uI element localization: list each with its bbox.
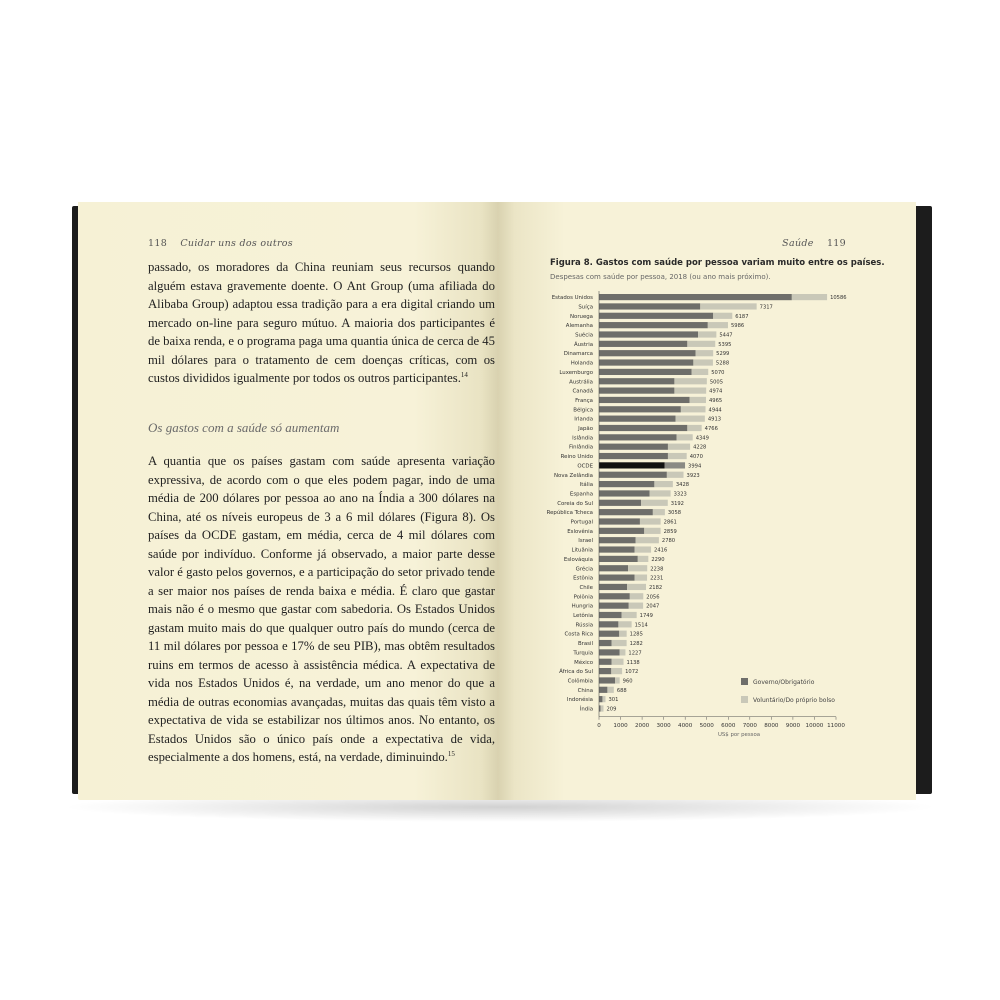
bar-voluntario xyxy=(611,668,622,674)
category-label: Espanha xyxy=(569,491,593,498)
bar-voluntario xyxy=(636,537,659,543)
category-label: Grécia xyxy=(575,566,593,573)
category-label: Coreia do Sul xyxy=(557,500,593,507)
total-value-label: 209 xyxy=(606,706,617,713)
bar-voluntario xyxy=(611,640,626,646)
bar-voluntario xyxy=(792,294,827,300)
category-label: Estônia xyxy=(573,575,593,582)
bar-governo xyxy=(599,388,674,394)
bar-governo xyxy=(599,434,677,440)
category-label: Índia xyxy=(579,706,593,713)
x-tick-label: 2000 xyxy=(634,722,650,729)
figure-title: Figura 8. Gastos com saúde por pessoa variam muito entre os países. xyxy=(550,258,885,268)
bar-voluntario xyxy=(619,631,626,637)
bar-governo xyxy=(599,444,668,450)
bar-voluntario xyxy=(687,341,715,347)
x-tick-label: 9000 xyxy=(785,722,801,729)
category-label: Bélgica xyxy=(573,407,593,414)
category-label: Dinamarca xyxy=(563,351,593,358)
bar-voluntario xyxy=(620,649,626,655)
legend-swatch-governo xyxy=(741,678,748,685)
category-label: Turquia xyxy=(573,650,593,657)
bar-governo xyxy=(599,472,667,478)
category-label: Estados Unidos xyxy=(551,295,593,302)
category-label: Nova Zelândia xyxy=(554,472,593,479)
bar-voluntario xyxy=(654,481,672,487)
bar-governo xyxy=(599,546,635,552)
bar-voluntario xyxy=(622,612,637,618)
bar-governo xyxy=(599,500,641,506)
right-running-title: Saúde xyxy=(782,238,814,249)
legend-label-voluntario: Voluntário/Do próprio bolso xyxy=(753,697,835,704)
category-label: Finlândia xyxy=(568,444,593,451)
total-value-label: 5005 xyxy=(709,379,724,386)
bar-voluntario xyxy=(615,677,620,683)
x-tick-label: 4000 xyxy=(678,722,693,729)
bar-voluntario xyxy=(700,303,756,309)
total-value-label: 10586 xyxy=(830,295,847,302)
category-label: OCDE xyxy=(577,463,593,470)
total-value-label: 4766 xyxy=(704,426,718,432)
total-value-label: 4965 xyxy=(708,397,723,404)
total-value-label: 2238 xyxy=(650,566,664,573)
category-label: Holanda xyxy=(570,360,593,367)
bar-governo xyxy=(599,490,650,496)
section-heading: Os gastos com a saúde só aumentam xyxy=(148,420,340,435)
bar-governo xyxy=(599,397,689,403)
total-value-label: 1514 xyxy=(634,622,648,629)
right-page-number: 119 xyxy=(826,238,846,249)
x-tick-label: 0 xyxy=(597,722,601,729)
category-label: Eslovênia xyxy=(567,528,593,535)
category-label: China xyxy=(577,687,593,694)
bar-governo xyxy=(599,659,611,665)
bar-governo xyxy=(599,537,636,543)
bar-voluntario xyxy=(693,359,713,365)
bar-governo xyxy=(599,303,700,309)
total-value-label: 301 xyxy=(608,697,619,704)
total-value-label: 1749 xyxy=(639,613,653,619)
bar-voluntario xyxy=(602,696,605,702)
x-tick-label: 5000 xyxy=(699,722,714,729)
total-value-label: 3192 xyxy=(670,500,684,507)
category-label: Israel xyxy=(578,538,593,545)
total-value-label: 1138 xyxy=(626,659,640,666)
category-label: Colômbia xyxy=(567,678,593,685)
paragraph-continued xyxy=(148,258,495,388)
total-value-label: 4228 xyxy=(693,444,707,451)
bar-voluntario xyxy=(641,500,668,506)
category-label: Reino Unido xyxy=(560,454,593,461)
total-value-label: 2780 xyxy=(661,538,676,545)
paragraph-2-text: A quantia que os países gastam com saúde apresenta variação expressiva, de acordo com o que eles podem pagar, indo de uma média de 200 dólares por pessoa ao ano na Índia a 300 dólares na China, até os níveis europeus de 3 a 6 mil dólares (Figura 8). Os países da OCDE gastam, em média, cerca de 4 mil dólares com saúde por indivíduo. Conforme já observado, a maior parte desse valor é gasto pelos governos, e a participação do setor privado tende a ser maior nos países de renda baixa e média. É claro que gastar mais não é o mesmo que gastar com sabedoria. Os Estados Unidos gastam muito mais do que qualquer outro país do mundo (cerca de 11 mil dólares por pessoa e 17% de seu PIB), mas obtêm resultados ruins em termos de acesso à assistência médica. A expectativa de vida nos Estados Unidos é, na verdade, um ano menor do que a média de outras economias avançadas, muitas das quais têm visto a expectativa de vida se estabilizar nos últimos anos. No entanto, os Estados Unidos são o único país onde a expectativa de vida, especialmente a dos homens, está, na verdade, diminuindo. xyxy=(148,454,495,764)
bar-governo xyxy=(599,621,618,627)
category-label: Áustria xyxy=(573,341,593,348)
bar-governo xyxy=(599,593,630,599)
bar-voluntario xyxy=(607,687,613,693)
category-label: Hungria xyxy=(571,603,593,610)
bar-governo xyxy=(599,341,687,347)
total-value-label: 5395 xyxy=(718,341,732,348)
category-label: França xyxy=(575,397,593,404)
bar-voluntario xyxy=(635,575,648,581)
total-value-label: 3923 xyxy=(686,472,700,479)
bar-voluntario xyxy=(696,350,714,356)
bar-voluntario xyxy=(630,593,643,599)
bar-governo xyxy=(599,603,629,609)
total-value-label: 5986 xyxy=(730,323,745,330)
bar-governo xyxy=(599,649,620,655)
category-label: Costa Rica xyxy=(564,631,593,638)
category-label: Austrália xyxy=(569,379,593,386)
total-value-label: 5299 xyxy=(716,351,730,358)
total-value-label: 2290 xyxy=(651,556,665,563)
total-value-label: 2861 xyxy=(663,519,677,526)
category-label: Suécia xyxy=(575,332,593,339)
category-label: Indonésia xyxy=(566,697,593,704)
bar-governo xyxy=(599,406,681,412)
bar-voluntario xyxy=(668,453,687,459)
bar-governo xyxy=(599,453,668,459)
legend-label-governo: Governo/Obrigatório xyxy=(753,679,815,686)
bar-governo xyxy=(599,294,792,300)
category-label: Alemanha xyxy=(565,323,593,330)
bar-voluntario xyxy=(611,659,623,665)
total-value-label: 5288 xyxy=(715,360,730,367)
bar-governo xyxy=(599,668,611,674)
category-label: Luxemburgo xyxy=(559,369,593,376)
bar-voluntario xyxy=(640,518,661,524)
bar-governo xyxy=(599,612,622,618)
bar-governo xyxy=(599,313,713,319)
total-value-label: 1072 xyxy=(625,669,639,676)
x-tick-label: 3000 xyxy=(656,722,671,729)
total-value-label: 3058 xyxy=(667,510,682,517)
left-running-title: Cuidar uns dos outros xyxy=(180,238,293,249)
category-label: México xyxy=(574,659,593,666)
total-value-label: 2231 xyxy=(650,575,664,582)
total-value-label: 2056 xyxy=(646,594,660,601)
bar-governo xyxy=(599,350,696,356)
bar-governo xyxy=(599,565,628,571)
bar-voluntario xyxy=(681,406,706,412)
bar-governo xyxy=(599,696,602,702)
bar-voluntario xyxy=(635,546,652,552)
right-page xyxy=(498,202,916,800)
bar-voluntario xyxy=(668,444,690,450)
health-spending-bar-chart xyxy=(498,202,916,800)
category-label: Polônia xyxy=(573,594,593,601)
category-label: Eslováquia xyxy=(563,556,593,563)
total-value-label: 4944 xyxy=(708,407,722,414)
bar-governo xyxy=(599,462,665,468)
bar-governo xyxy=(599,322,708,328)
category-label: Itália xyxy=(579,482,593,489)
legend-swatch-voluntario xyxy=(741,696,748,703)
category-label: Irlanda xyxy=(574,416,593,423)
paragraph-1-text: passado, os moradores da China reuniam seus recursos quando alguém estava gravemente doente. O Ant Group (uma afiliada do Alibaba Group) adaptou essa tradição para a era digital criando um mercado on-line para seguro mútuo. A maioria dos participantes é de baixa renda, e o programa paga uma quantia única de cerca de 45 mil dólares para o tratamento de cem doenças críticas, com os custos divididos igualmente por todos os outros participantes. xyxy=(148,260,495,385)
total-value-label: 1282 xyxy=(629,641,643,648)
bar-voluntario xyxy=(629,603,643,609)
bar-voluntario xyxy=(675,416,704,422)
figure-subtitle: Despesas com saúde por pessoa, 2018 (ou ano mais próximo). xyxy=(550,273,771,281)
x-tick-label: 6000 xyxy=(721,722,736,729)
bar-voluntario xyxy=(628,565,647,571)
bar-voluntario xyxy=(677,434,693,440)
total-value-label: 5070 xyxy=(711,369,725,376)
bar-governo xyxy=(599,369,692,375)
category-label: Chile xyxy=(579,584,593,591)
bar-governo xyxy=(599,481,654,487)
bar-voluntario xyxy=(708,322,728,328)
bar-governo xyxy=(599,378,674,384)
bar-governo xyxy=(599,584,627,590)
bar-voluntario xyxy=(674,388,706,394)
total-value-label: 1285 xyxy=(629,631,643,638)
bar-voluntario xyxy=(687,425,701,431)
total-value-label: 4974 xyxy=(709,388,723,395)
bar-governo xyxy=(599,528,644,534)
category-label: Lituânia xyxy=(571,547,593,554)
category-label: Noruega xyxy=(569,313,593,320)
bar-voluntario xyxy=(618,621,631,627)
total-value-label: 3323 xyxy=(673,491,687,498)
bar-voluntario xyxy=(650,490,671,496)
bar-governo xyxy=(599,631,619,637)
total-value-label: 4070 xyxy=(689,454,703,461)
bar-governo xyxy=(599,509,653,515)
total-value-label: 4913 xyxy=(707,416,722,423)
total-value-label: 688 xyxy=(616,687,627,694)
total-value-label: 2859 xyxy=(663,528,677,535)
bar-voluntario xyxy=(627,584,646,590)
category-label: Suíça xyxy=(578,304,593,311)
total-value-label: 2182 xyxy=(649,584,663,591)
x-tick-label: 7000 xyxy=(742,722,757,729)
bar-voluntario xyxy=(689,397,705,403)
total-value-label: 6187 xyxy=(735,313,749,320)
bar-governo xyxy=(599,518,640,524)
total-value-label: 3994 xyxy=(688,463,702,470)
category-label: República Tcheca xyxy=(546,510,593,517)
bar-governo xyxy=(599,556,638,562)
total-value-label: 960 xyxy=(622,678,633,685)
total-value-label: 1227 xyxy=(628,650,642,657)
bar-voluntario xyxy=(713,313,732,319)
bar-governo xyxy=(599,359,693,365)
bar-governo xyxy=(599,575,635,581)
x-axis-title: US$ por pessoa xyxy=(717,731,761,738)
bar-voluntario xyxy=(692,369,709,375)
bar-voluntario xyxy=(653,509,665,515)
bar-voluntario xyxy=(644,528,660,534)
total-value-label: 2416 xyxy=(654,547,668,554)
category-label: Brasil xyxy=(577,641,593,648)
bar-governo xyxy=(599,687,607,693)
total-value-label: 4349 xyxy=(695,435,709,442)
category-label: Islândia xyxy=(572,435,593,442)
total-value-label: 3428 xyxy=(675,482,690,489)
category-label: África do Sul xyxy=(559,669,593,676)
category-label: Portugal xyxy=(570,519,593,526)
bar-voluntario xyxy=(674,378,706,384)
category-label: Japão xyxy=(578,426,593,432)
bar-governo xyxy=(599,425,687,431)
left-running-header xyxy=(148,238,293,249)
paragraph-spending xyxy=(148,452,495,767)
total-value-label: 7317 xyxy=(759,304,773,311)
left-page xyxy=(78,202,498,800)
bar-voluntario xyxy=(638,556,649,562)
bar-governo xyxy=(599,677,615,683)
x-tick-label: 11000 xyxy=(827,722,845,729)
category-label: Letônia xyxy=(573,613,593,619)
bar-governo xyxy=(599,331,698,337)
bar-voluntario xyxy=(667,472,684,478)
x-tick-label: 1000 xyxy=(613,722,628,729)
x-tick-label: 8000 xyxy=(764,722,779,729)
bar-voluntario xyxy=(698,331,716,337)
x-tick-label: 10000 xyxy=(805,722,824,729)
bar-governo xyxy=(599,416,675,422)
category-label: Canadá xyxy=(572,388,593,395)
total-value-label: 5447 xyxy=(719,332,733,339)
bar-voluntario xyxy=(665,462,685,468)
footnote-ref-15: 15 xyxy=(447,749,455,758)
bar-voluntario xyxy=(601,705,604,711)
total-value-label: 2047 xyxy=(646,603,660,610)
footnote-ref-14: 14 xyxy=(460,370,468,379)
bar-governo xyxy=(599,640,611,646)
category-label: Rússia xyxy=(575,622,593,629)
left-page-number: 118 xyxy=(148,238,168,249)
